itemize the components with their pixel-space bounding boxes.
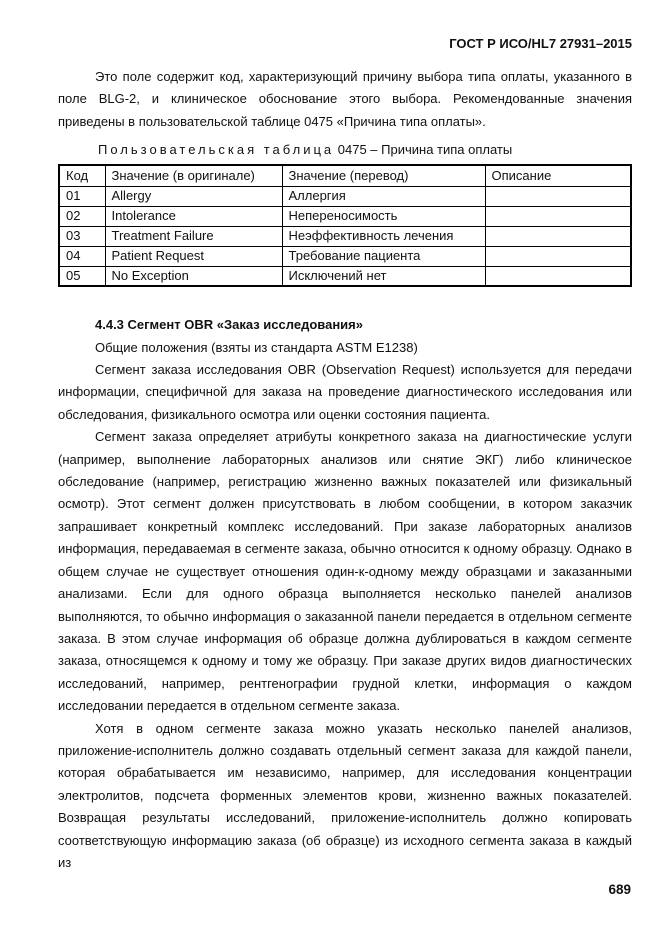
column-header-code: Код [59,165,105,186]
document-header [58,36,632,52]
table-cell-translation: Требование пациента [282,246,485,266]
column-header-original: Значение (в оригинале) [105,165,282,186]
table-row [59,266,631,286]
table-cell-description [485,266,631,286]
table-cell-code: 05 [59,266,105,286]
table-cell-code: 04 [59,246,105,266]
section-paragraph: Сегмент заказа исследования OBR (Observation Request) используется для передачи информации, специфичной для заказа на проведение диагностического исследования или обследования, физикального осмотра или оценки состояния пациента. [58,362,632,422]
page-number: 689 [608,882,631,897]
user-table-0475 [58,164,632,287]
column-header-translation: Значение (перевод) [282,165,485,186]
table-cell-original: Intolerance [105,206,282,226]
section-paragraph: Хотя в одном сегменте заказа можно указать несколько панелей анализов, приложение-исполнитель должно создавать отдельный сегмент заказа для каждой панели, которая обрабатывается им независимо, например, для исследования концентрации электролитов, подсчета форменных элементов крови, жизненно важных показателей. Возвращая результаты исследований, приложение-исполнитель должно копировать соответствующую информацию заказа (об образце) из исходного сегмента заказа в каждый из [58,720,632,870]
table-row [59,226,631,246]
table-cell-code: 03 [59,226,105,246]
table-cell-translation: Неэффективность лечения [282,226,485,246]
table-cell-code: 01 [59,186,105,206]
table-cell-description [485,186,631,206]
table-caption-title: 0475 – Причина типа оплаты [337,142,513,158]
table-cell-translation: Исключений нет [282,266,485,286]
table-cell-code: 02 [59,206,105,226]
table-caption [58,141,632,158]
standard-number: ГОСТ Р ИСО/HL7 27931–2015 [449,36,632,51]
table-row [59,206,631,226]
table-cell-original: Patient Request [105,246,282,266]
section-heading: 4.4.3 Сегмент OBR «Заказ исследования» [95,317,363,333]
section-paragraph: Сегмент заказа определяет атрибуты конкретного заказа на диагностические услуги (например, выполнение лабораторных анализов или снятие ЭКГ) либо клиническое обследование (например, регистрацию жизненно важных показателей или физикальный осмотр). Этот сегмент должен присутствовать в любом сообщении, в котором заказчик запрашивает конкретный комплекс исследований. При заказе лабораторных анализов информация, передаваемая в сегменте заказа, обычно относится к одному образцу. Однако в общем случае не существует отношения один-к-одному между образцами и заказанными анализами. Если для одного образца выполняется несколько панелей анализов выполняются, то обычно информация о заказанной панели передается в отдельном сегменте заказа. В этом случае информация об образце должна дублироваться в каждом сегменте заказа, относящемся к одному и тому же образцу. При заказе других видов диагностических исследований, например, рентгенографии грудной клетки, информация о каждом исследовании передается в отдельном сегменте заказа. [58,429,632,714]
column-header-description: Описание [485,165,631,186]
table-row [59,186,631,206]
table-cell-original: No Exception [105,266,282,286]
table-header-row [59,165,631,186]
table-cell-translation: Аллергия [282,186,485,206]
table-caption-label: Пользовательская таблица [98,142,335,158]
table-cell-description [485,226,631,246]
table-cell-original: Treatment Failure [105,226,282,246]
table-cell-description [485,246,631,266]
section-paragraph: Общие положения (взяты из стандарта ASTM E1238) [95,339,418,355]
table-row [59,246,631,266]
table-cell-original: Allergy [105,186,282,206]
table-cell-translation: Непереносимость [282,206,485,226]
intro-paragraph: Это поле содержит код, характеризующий причину выбора типа оплаты, указанного в поле BLG-2, и клиническое обоснование этого выбора. Рекомендованные значения приведены в пользовательской таблице 0475 «Причина типа оплаты». [58,69,632,129]
table-cell-description [485,206,631,226]
